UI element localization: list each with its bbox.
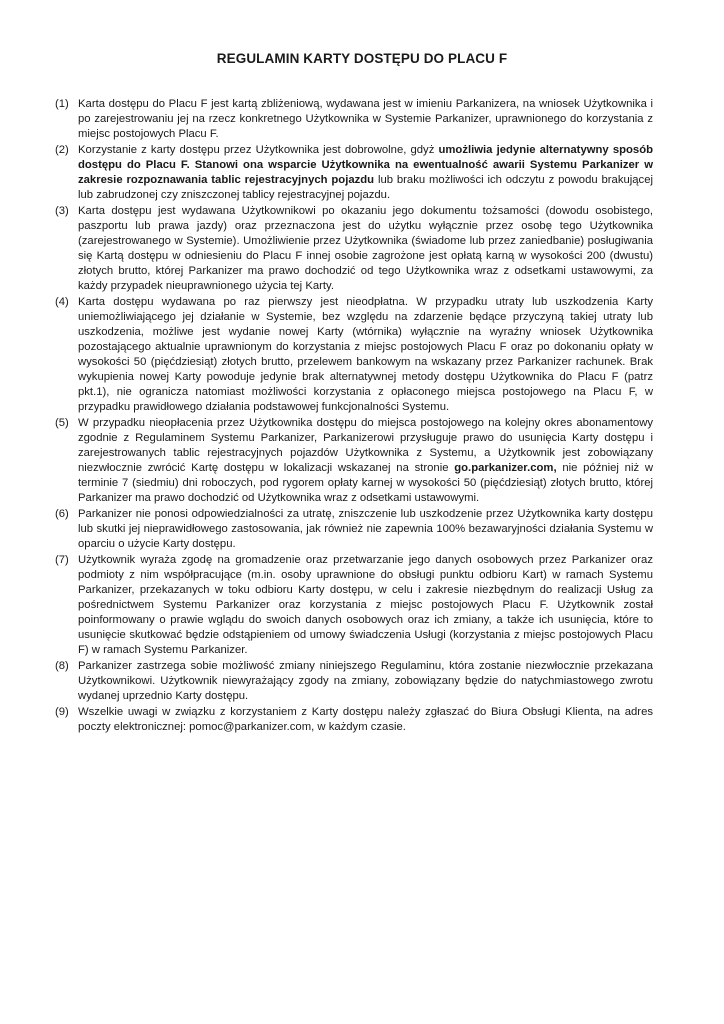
clause-number: (9) [55,706,69,718]
clause-text-bold-segment: umożliwia jedynie alternatywny sposób dostępu do Placu F. Stanowi ona wsparcie Użytkownika na ewentualność awarii Systemu Parkanizer w zakresie rozpoznawania tablic rejestracyjnych pojazdu [78,144,653,186]
clause-text [78,508,653,550]
clause-number: (4) [55,296,69,308]
clause-item [55,295,653,415]
clause-item [55,204,653,294]
clause-text-segment: Użytkownik wyraża zgodę na gromadzenie oraz przetwarzanie jego danych osobowych przez Parkanizer oraz podmioty z nim współpracujące (m.in. osoby uprawnione do obsługi punktu odbioru Kart) w ramach Systemu Parkanizer, przekazanych w toku odbioru Karty dostępu, w celu i zakresie niezbędnym do realizacji Usług za pośrednictwem Systemu Parkanizer oraz korzystania z miejsc postojowych Placu F. Użytkownik został poinformowany o prawie wglądu do swoich danych osobowych oraz ich zmiany, a także ich usunięcia, które to usunięcie skutkować będzie odstąpieniem od umowy świadczenia Usługi (korzystania z miejsc postojowych Placu F) w ramach Systemu Parkanizer. [78,554,653,656]
clause-text-segment: Parkanizer zastrzega sobie możliwość zmiany niniejszego Regulaminu, która zostanie niezwłocznie przekazana Użytkownikowi. Użytkownik niewyrażający zgody na zmiany, zobowiązany będzie do natychmiastowego zwrotu wydanej uprzednio Karty dostępu. [78,660,653,702]
clause-text-bold-segment: go.parkanizer.com, [454,462,557,474]
clause-item [55,705,653,735]
clause-text-segment: Parkanizer nie ponosi odpowiedzialności za utratę, zniszczenie lub uszkodzenie przez Użytkownika karty dostępu lub skutki jej nieprawidłowego zastosowania, jak również nie zapewnia 100% bezawaryjności działania Systemu w oparciu o użycie Karty dostępu. [78,508,653,550]
clause-item [55,659,653,704]
clause-text [78,706,653,733]
clause-number: (2) [55,144,69,156]
clause-text [78,554,653,656]
clause-number: (6) [55,508,69,520]
clause-text-segment: Karta dostępu do Placu F jest kartą zbliżeniową, wydawana jest w imieniu Parkanizera, na wniosek Użytkownika i po zarejestrowaniu jej na rzecz konkretnego Użytkownika w Systemie Parkanizer, uprawnionego do korzystania z miejsc postojowych Placu F. [78,98,653,140]
clause-number: (5) [55,417,69,429]
clause-text [78,98,653,140]
clause-item [55,507,653,552]
clause-text [78,296,653,413]
clause-text [78,205,653,292]
clause-text-segment: Karta dostępu jest wydawana Użytkownikowi po okazaniu jego dokumentu tożsamości (dowodu osobistego, paszportu lub prawa jazdy) oraz przeznaczona jest do użytku wyłącznie przez osobę tego Użytkownika (zarejestrowanego w Systemie). Umożliwienie przez Użytkownika (świadome lub przez zaniedbanie) posługiwania się Kartą dostępu w odniesieniu do Placu F innej osobie zagrożone jest opłatą karną w wysokości 200 (dwustu) złotych brutto, której Parkanizer ma prawo dochodzić od tego Użytkownika wraz z odsetkami ustawowymi, za każdy przypadek nieuprawnionego użycia tej Karty. [78,205,653,292]
clause-item [55,553,653,658]
clause-text-segment: nie później niż w terminie 7 (siedmiu) dni roboczych, pod rygorem opłaty karnej w wysokości 50 (pięćdziesiąt) złotych brutto, której Parkanizer ma prawo dochodzić od Użytkownika wraz z odsetkami ustawowymi. [78,462,654,504]
clause-text-segment: lub braku możliwości ich odczytu z powodu brakującej lub zabrudzonej czy zniszczonej tablicy rejestracyjnej pojazdu. [78,174,654,201]
clause-item [55,143,653,203]
clause-text-segment: W przypadku nieopłacenia przez Użytkownika dostępu do miejsca postojowego na kolejny okres abonamentowy zgodnie z Regulaminem Systemu Parkanizer, Parkanizerowi przysługuje prawo do usunięcia Karty dostępu i zarejestrowanych tablic rejestracyjnych pojazdów Użytkownika z Systemu, a Użytkownik jest zobowiązany niezwłocznie zwrócić Kartę dostępu w lokalizacji wskazanej na stronie [78,417,653,474]
clause-item [55,97,653,142]
clause-text-segment: Korzystanie z karty dostępu przez Użytkownika jest dobrowolne, gdyż [78,144,439,156]
document-title: REGULAMIN KARTY DOSTĘPU DO PLACU F [216,51,508,66]
clause-number: (7) [55,554,69,566]
clause-text [78,417,653,504]
clause-list [55,97,653,736]
clause-text [78,660,653,702]
clause-number: (3) [55,205,69,217]
clause-text-segment: Karta dostępu wydawana po raz pierwszy jest nieodpłatna. W przypadku utraty lub uszkodzenia Karty uniemożliwiającego jej działanie w Systemie, bez względu na zdarzenie będące przyczyną takiej utraty lub uszkodzenia, możliwe jest wydanie nowej Karty (wtórnika) wyłącznie na wyraźny wniosek Użytkownika pozostającego aktualnie uprawnionym do korzystania z miejsc postojowych Placu F oraz po dokonaniu opłaty w wysokości 50 (pięćdziesiąt) złotych brutto, przelewem bankowym na wskazany przez Parkanizer rachunek. Brak wykupienia nowej Karty powoduje jedynie brak alternatywnej metody dostępu Użytkownika do Placu F (patrz pkt.1), nie ogranicza natomiast możliwości korzystania z opłaconego miejsca postojowego na Placu F, w przypadku prawidłowego działania podstawowej funkcjonalności Systemu. [78,296,653,413]
clause-text-segment: Wszelkie uwagi w związku z korzystaniem z Karty dostępu należy zgłaszać do Biura Obsługi Klienta, na adres poczty elektronicznej: pomoc@parkanizer.com, w każdym czasie. [78,706,653,733]
clause-number: (8) [55,660,69,672]
clause-item [55,416,653,506]
clause-number: (1) [55,98,69,110]
clause-text [78,144,653,201]
